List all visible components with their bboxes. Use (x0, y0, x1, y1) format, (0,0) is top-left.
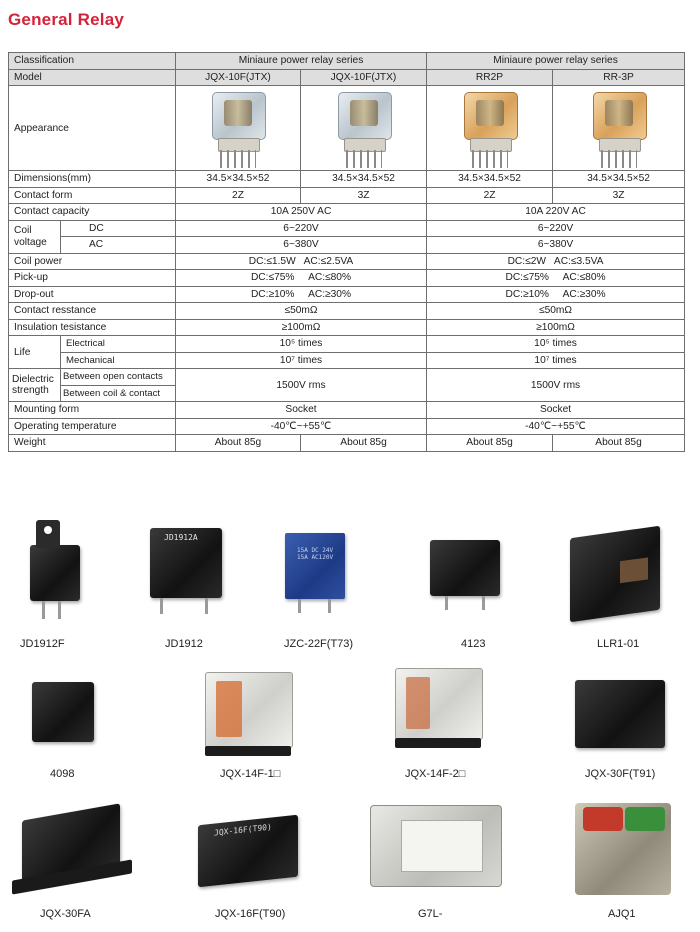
spec-table (8, 52, 685, 452)
dimensions-label: Dimensions(mm) (9, 171, 176, 188)
model-cell: JQX-10F(JTX) (176, 69, 301, 86)
table-row (9, 352, 685, 369)
appearance-cell (553, 86, 685, 171)
coil-power-cell: DC:≤1.5W AC:≤2.5VA (176, 253, 427, 270)
series-header: Miniaure power relay series (176, 53, 427, 70)
relay-image (575, 680, 665, 748)
table-row (9, 187, 685, 204)
contact-resistance-cell: ≤50mΩ (427, 303, 685, 320)
mechanical-label: Mechanical (61, 352, 176, 369)
relay-image (332, 86, 396, 170)
table-row (9, 53, 685, 70)
dropout-label: Drop-out (9, 286, 176, 303)
relay-image (395, 668, 483, 740)
relay-image: 15A DC 24V 15A AC120V (285, 533, 345, 599)
gallery-label: AJQ1 (608, 908, 636, 920)
coil-voltage-dc-cell: 6~220V (176, 220, 427, 237)
relay-image (430, 540, 500, 596)
life-mechanical-cell: 10⁷ times (427, 352, 685, 369)
gallery-label: G7L- (418, 908, 443, 920)
gallery-label: JQX-30FA (40, 908, 91, 920)
relay-image: JQX-16F(T90) (198, 815, 298, 888)
relay-image (36, 520, 60, 548)
contact-form-cell: 3Z (553, 187, 685, 204)
gallery-label: JQX-30F(T91) (585, 768, 656, 780)
contact-capacity-cell: 10A 220V AC (427, 204, 685, 221)
mounting-cell: Socket (427, 402, 685, 419)
appearance-label: Appearance (9, 86, 176, 171)
gallery-label: JQX-14F-2□ (405, 768, 466, 780)
table-row (9, 270, 685, 287)
table-row (9, 69, 685, 86)
page-title: General Relay (8, 10, 124, 29)
life-electrical-cell: 10⁵ times (427, 336, 685, 353)
mounting-label: Mounting form (9, 402, 176, 419)
classification-label: Classification (9, 53, 176, 70)
table-row (9, 369, 685, 386)
table-row (9, 402, 685, 419)
relay-image (370, 805, 502, 887)
table-row (9, 253, 685, 270)
weight-cell: About 85g (427, 435, 553, 452)
contact-form-cell: 2Z (427, 187, 553, 204)
contact-resistance-cell: ≤50mΩ (176, 303, 427, 320)
weight-cell: About 85g (176, 435, 301, 452)
coil-power-cell: DC:≤2W AC:≤3.5VA (427, 253, 685, 270)
relay-image: JD1912A (150, 528, 222, 598)
relay-image (205, 672, 293, 748)
contact-capacity-cell: 10A 250V AC (176, 204, 427, 221)
table-row (9, 220, 685, 237)
dimension-cell: 34.5×34.5×52 (553, 171, 685, 188)
dropout-cell: DC:≥10% AC:≥30% (427, 286, 685, 303)
coil-power-label: Coil power (9, 253, 176, 270)
table-row (9, 237, 685, 254)
table-row (9, 286, 685, 303)
series-header: Miniaure power relay series (427, 53, 685, 70)
model-cell: RR2P (427, 69, 553, 86)
pickup-cell: DC:≤75% AC:≤80% (427, 270, 685, 287)
electrical-label: Electrical (61, 336, 176, 353)
appearance-cell (427, 86, 553, 171)
insulation-cell: ≥100mΩ (427, 319, 685, 336)
life-electrical-cell: 10⁵ times (176, 336, 427, 353)
open-contacts-label: Between open contacts (61, 369, 176, 386)
dielectric-label (9, 369, 61, 402)
mounting-cell: Socket (176, 402, 427, 419)
relay-image (458, 86, 522, 170)
gallery-label: JQX-14F-1□ (220, 768, 281, 780)
table-row (9, 319, 685, 336)
life-label: Life (9, 336, 61, 369)
insulation-cell: ≥100mΩ (176, 319, 427, 336)
coil-voltage-ac-cell: 6~380V (176, 237, 427, 254)
relay-image (32, 682, 94, 742)
appearance-cell (176, 86, 301, 171)
operating-temp-cell: -40℃~+55℃ (176, 418, 427, 435)
dimension-cell: 34.5×34.5×52 (176, 171, 301, 188)
dielectric-cell: 1500V rms (427, 369, 685, 402)
coil-contact-label: Between coil & contact (61, 385, 176, 402)
dc-label: DC (61, 220, 176, 237)
table-row (9, 418, 685, 435)
operating-temp-label: Operating temperature (9, 418, 176, 435)
model-label: Model (9, 69, 176, 86)
weight-label: Weight (9, 435, 176, 452)
gallery-label: JQX-16F(T90) (215, 908, 286, 920)
pickup-cell: DC:≤75% AC:≤80% (176, 270, 427, 287)
gallery-label: JZC-22F(T73) (284, 638, 354, 650)
table-row (9, 204, 685, 221)
gallery-label: JD1912 (165, 638, 203, 650)
gallery-label: 4098 (50, 768, 75, 780)
ac-label: AC (61, 237, 176, 254)
weight-cell: About 85g (553, 435, 685, 452)
coil-voltage-ac-cell: 6~380V (427, 237, 685, 254)
operating-temp-cell: -40℃~+55℃ (427, 418, 685, 435)
life-mechanical-cell: 10⁷ times (176, 352, 427, 369)
gallery-label: LLR1-01 (597, 638, 640, 650)
relay-image (587, 86, 651, 170)
table-row (9, 303, 685, 320)
contact-form-cell: 3Z (301, 187, 427, 204)
dielectric-cell: 1500V rms (176, 369, 427, 402)
relay-image (30, 545, 80, 601)
dimension-cell: 34.5×34.5×52 (427, 171, 553, 188)
model-cell: JQX-10F(JTX) (301, 69, 427, 86)
dimension-cell: 34.5×34.5×52 (301, 171, 427, 188)
dropout-cell: DC:≥10% AC:≥30% (176, 286, 427, 303)
dielectric-label-line: strength (12, 385, 49, 396)
relay-image (575, 803, 671, 895)
contact-capacity-label: Contact capacity (9, 204, 176, 221)
weight-cell: About 85g (301, 435, 427, 452)
pickup-label: Pick-up (9, 270, 176, 287)
contact-form-cell: 2Z (176, 187, 301, 204)
table-row (9, 171, 685, 188)
relay-image (206, 86, 270, 170)
gallery-label: 4123 (461, 638, 486, 650)
table-row (9, 86, 685, 171)
dielectric-label-line: Dielectric (12, 374, 54, 385)
contact-form-label: Contact form (9, 187, 176, 204)
coil-voltage-label: Coil voltage (9, 220, 61, 253)
model-cell: RR-3P (553, 69, 685, 86)
insulation-label: Insulation tesistance (9, 319, 176, 336)
table-row (9, 435, 685, 452)
contact-resistance-label: Contact resstance (9, 303, 176, 320)
coil-voltage-dc-cell: 6~220V (427, 220, 685, 237)
appearance-cell (301, 86, 427, 171)
relay-image (570, 526, 660, 623)
table-row (9, 336, 685, 353)
gallery-label: JD1912F (20, 638, 65, 650)
